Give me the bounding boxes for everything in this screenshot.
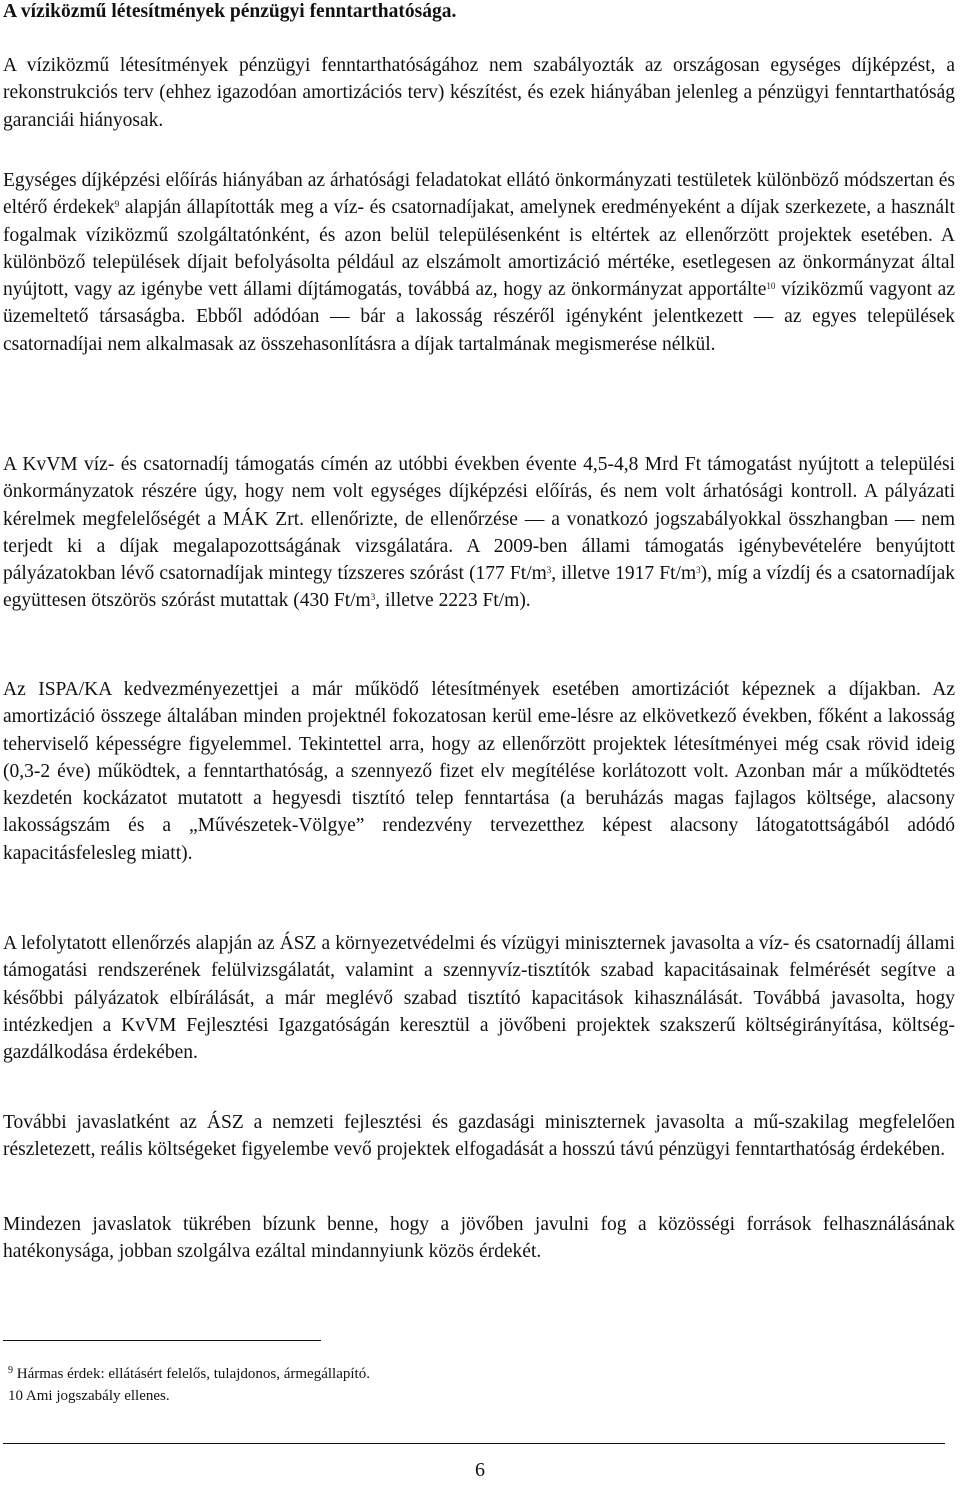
paragraph-3-text-b: , illetve 1917 Ft/m [551,563,697,585]
footnote-10-text: 10 Ami jogszabály ellenes. [8,1388,170,1404]
paragraph-3 [3,451,955,615]
superscript-3b: 3 [696,565,701,576]
paragraph-6: További javaslatként az ÁSZ a nemzeti fejlesztési és gazdasági miniszternek javasolta a mű-szakilag megfelelően részletezett, reális költségeket figyelembe vevő projektek elfogadását a hosszú távú pénzügyi fenntarthatóság érdekében. [3,1112,955,1161]
paragraph-2-text-c: víziközmű vagyont az üzemeltető társaságba. Ebből adódóan — bár a lakosság részéről igényként jelentkezett — az egyes települések csatornadíjai nem alkalmasak az összehasonlításra a díjak tartalmának megismerése nélkül. [3,279,955,355]
paragraph-3-text-c: ), míg a vízdíj és a csatornadíjak együttesen ötszörös szórást mutattak (430 Ft/m [3,563,955,612]
footnote-10 [8,1388,170,1405]
paragraph-3-text-d: , illetve 2223 Ft/m). [375,590,531,612]
footnote-separator [3,1340,321,1341]
superscript-3a: 3 [546,565,552,576]
superscript-3c: 3 [370,592,376,603]
paragraph-4: Az ISPA/KA kedvezményezettjei a már működő létesítmények esetében amortizációt képeznek a díjakban. Az amortizáció összege általában minden projektnél fokozatosan kerül eme-lésre az elkövetkező években, főként a lakosság teherviselő képességre figyelemmel. Tekintettel arra, hogy az ellenőrzött projektek létesítményei még csak rövid ideig (0,3-2 éve) működtek, a fenntarthatóság, a szennyező fizet elv megítélése korlátozott volt. Azonban már a működtetés kezdetén kockázatot mutatott a hegyesdi tisztító telep fenntartása (a beruházás magas fajlagos költsége, alacsony lakosságszám és a „Művészetek-Völgye” rendezvény tervezetthez képest alacsony látogatottságából adódó kapacitásfelesleg miatt). [3,679,955,864]
paragraph-7: Mindezen javaslatok tükrében bízunk benne, hogy a jövőben javulni fog a közösségi források felhasználásának hatékonysága, jobban szolgálva ezáltal mindannyiunk közös érdekét. [3,1214,955,1263]
page-number: 6 [475,1459,485,1481]
footnote-ref-10: 10 [766,281,776,292]
footnote-9 [8,1366,370,1383]
page-bottom-rule [3,1443,945,1444]
paragraph-2 [3,167,955,358]
paragraph-1: A víziközmű létesítmények pénzügyi fenntarthatóságához nem szabályozták az országosan egységes díjképzést, a rekonstrukciós terv (ehhez igazodóan amortizációs terv) készítést, és ezek hiányában jelenleg a pénzügyi fenntarthatóság garanciái hiányosak. [3,55,955,131]
paragraph-5: A lefolytatott ellenőrzés alapján az ÁSZ a környezetvédelmi és vízügyi miniszternek javasolta a víz- és csatornadíj állami támogatási rendszerének felülvizsgálatát, valamint a szennyvíz-tisztítók szabad kapacitásainak felmérését segítve a későbbi pályázatok elbírálását, a már meglévő szabad tisztító kapacitások kihasználását. Továbbá javasolta, hogy intézkedjen a KvVM Fejlesztési Igazgatóságán keresztül a jövőbeni projektek szakszerű költségirányítása, költség-gazdálkodása érdekében. [3,933,955,1064]
footnote-9-text: Hármas érdek: ellátásért felelős, tulajdonos, ármegállapító. [16,1366,370,1382]
paragraph-2-text-b: alapján állapították meg a víz- és csatornadíjakat, amelynek eredményeként a díjak szerkezete, a használt fogalmak víziközmű szolgáltatónként, és azon belül településenként is eltértek az ellenőrzött projektek esetében. A különböző települések díjait befolyásolta például az elszámolt amortizáció mértéke, esetlegesen az önkormányzat által nyújtott, vagy az igénybe vett állami díjtámogatás, továbbá az, hogy az önkormányzat apportálte [3,197,955,301]
paragraph-2-text-a: Egységes díjképzési előírás hiányában az árhatósági feladatokat ellátó önkormányzati testületek különböző módszertan és eltérő érdekek [3,170,955,219]
footnote-ref-9: 9 [114,199,120,210]
section-heading: A víziközmű létesítmények pénzügyi fenntarthatósága. [3,1,457,22]
paragraph-3-text-a: A KvVM víz- és csatornadíj támogatás címén az utóbbi években évente 4,5-4,8 Mrd Ft támogatást nyújtott a települési önkormányzatok részére úgy, hogy nem volt egységes díjképzési előírás, és nem volt árhatósági kontroll. A pályázati kérelmek megfelelőségét a MÁK Zrt. ellenőrizte, de ellenőrzése — a vonatkozó jogszabályokkal összhangban — nem terjedt ki a díjak megalapozottságának vizsgálatára. A 2009-ben állami támogatás igénybevételére benyújtott pályázatokban lévő csatornadíjak mintegy tízszeres szórást (177 Ft/m [3,454,955,585]
footnote-9-marker: 9 [8,1365,13,1376]
